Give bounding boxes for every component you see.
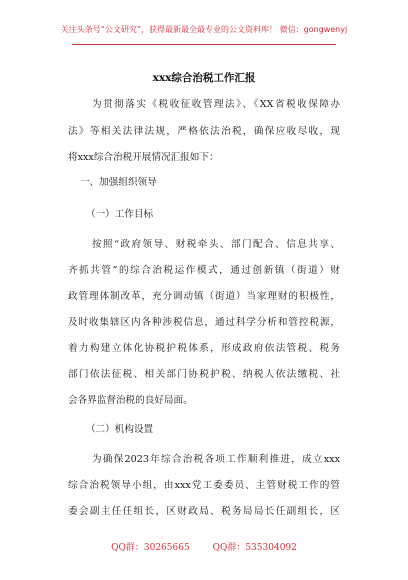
body-line: 将xxx综合治税开展情况汇报如下： — [68, 152, 219, 163]
footer — [0, 540, 408, 553]
body-line: 委会副主任任组长，区财政局、税务局局长任副组长，区 — [68, 506, 340, 517]
body-line: 综合治税领导小组，由xxx党工委委员、主管财税工作的管 — [68, 480, 340, 491]
body-line: 着力构建立体化协税护税体系，形成政府依法管税、税务 — [68, 343, 340, 354]
subsection-heading: （二）机构设置 — [86, 424, 154, 435]
body-line: 齐抓共管”的综合治税运作模式，通过创新镇（街道）财 — [68, 265, 340, 276]
footer-qq-group-1: QQ群：30265665 — [111, 543, 190, 553]
body-line: 政管理体制改革，充分调动镇（街道）当家理财的积极性， — [68, 291, 340, 302]
body-line: 及时收集辖区内各种涉税信息，通过科学分析和管控税源， — [68, 317, 340, 328]
section-heading: 一、加强组织领导 — [80, 177, 157, 188]
body-line: 法》等相关法律法规，严格依法治税，确保应收尽收，现 — [68, 126, 340, 137]
body-line: 为确保2023年综合治税各项工作顺利推进，成立xxx — [92, 454, 340, 465]
document-title: xxx综合治税工作汇报 — [152, 72, 256, 84]
header-banner: 关注头条号“公文研究”，获得最新最全最专业的公文资料库！ 微信：gongwenyj — [60, 25, 348, 34]
subsection-heading: （一）工作目标 — [86, 209, 154, 220]
body-line: 会各界监督治税的良好局面。 — [68, 395, 193, 406]
header-divider — [72, 44, 336, 45]
body-line: 为贯彻落实《税收征收管理法》、《XX省税收保障办 — [92, 99, 340, 110]
body-line: 按照“政府领导、财税牵头、部门配合、信息共享、 — [92, 239, 340, 250]
footer-qq-group-2: QQ群：535304092 — [212, 543, 297, 553]
body-line: 部门依法征税、相关部门协税护税、纳税人依法缴税、社 — [68, 369, 340, 380]
